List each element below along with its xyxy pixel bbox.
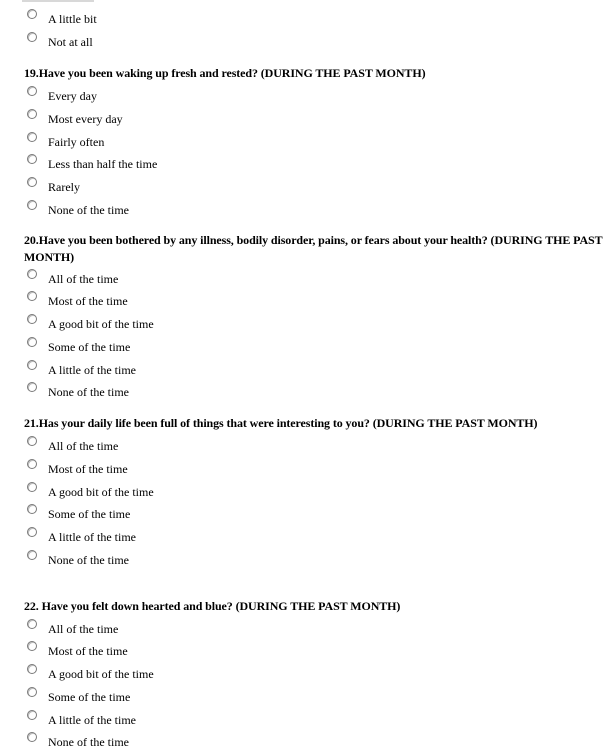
- radio-button[interactable]: [27, 291, 37, 301]
- question-21-title: 21.Has your daily life been full of things that were interesting to you? (DURING THE PAST MONTH): [24, 416, 538, 430]
- radio-button[interactable]: [27, 360, 37, 370]
- radio-button[interactable]: [27, 641, 37, 651]
- radio-button[interactable]: [27, 109, 37, 119]
- q20-option-little[interactable]: [24, 360, 584, 382]
- q21-option-good-bit[interactable]: [24, 482, 584, 504]
- radio-button[interactable]: [27, 9, 37, 19]
- option-label: Every day: [48, 89, 97, 103]
- q21-option-all[interactable]: [24, 436, 584, 458]
- radio-button[interactable]: [27, 177, 37, 187]
- option-label: None of the time: [48, 735, 129, 749]
- option-label: A little of the time: [48, 530, 136, 544]
- radio-button[interactable]: [27, 687, 37, 697]
- option-label: A good bit of the time: [48, 485, 154, 499]
- option-label: All of the time: [48, 622, 119, 636]
- option-label: None of the time: [48, 203, 129, 217]
- question-22-title: 22. Have you felt down hearted and blue? (DURING THE PAST MONTH): [24, 599, 401, 613]
- option-label: Not at all: [48, 35, 93, 49]
- q19-option-most-every-day[interactable]: [24, 109, 584, 131]
- option-label: Less than half the time: [48, 157, 158, 171]
- option-label: Some of the time: [48, 340, 131, 354]
- option-label: A good bit of the time: [48, 317, 154, 331]
- radio-button[interactable]: [27, 527, 37, 537]
- radio-button[interactable]: [27, 710, 37, 720]
- q18-option-a-little-bit[interactable]: [24, 9, 584, 31]
- q19-option-every-day[interactable]: [24, 86, 584, 108]
- option-label: Most of the time: [48, 294, 128, 308]
- q20-option-most[interactable]: [24, 291, 584, 313]
- q21-option-none[interactable]: [24, 550, 584, 572]
- option-label: Fairly often: [48, 135, 105, 149]
- radio-button[interactable]: [27, 482, 37, 492]
- q18-option-not-at-all[interactable]: [24, 32, 584, 54]
- q19-option-none[interactable]: [24, 200, 584, 222]
- q22-option-all[interactable]: [24, 619, 584, 641]
- q22-option-none[interactable]: [24, 732, 584, 754]
- q22-option-most[interactable]: [24, 641, 584, 663]
- option-label: Most of the time: [48, 644, 128, 658]
- option-label: A little of the time: [48, 713, 136, 727]
- q19-option-fairly-often[interactable]: [24, 132, 584, 154]
- radio-button[interactable]: [27, 337, 37, 347]
- option-label: Most of the time: [48, 462, 128, 476]
- q22-option-some[interactable]: [24, 687, 584, 709]
- divider: [22, 0, 94, 2]
- option-label: A little of the time: [48, 363, 136, 377]
- option-label: Some of the time: [48, 690, 131, 704]
- option-label: A little bit: [48, 12, 97, 26]
- option-label: A good bit of the time: [48, 667, 154, 681]
- radio-button[interactable]: [27, 664, 37, 674]
- option-label: Most every day: [48, 112, 123, 126]
- option-label: All of the time: [48, 439, 119, 453]
- radio-button[interactable]: [27, 200, 37, 210]
- q19-option-less-than-half[interactable]: [24, 154, 584, 176]
- radio-button[interactable]: [27, 436, 37, 446]
- radio-button[interactable]: [27, 382, 37, 392]
- radio-button[interactable]: [27, 154, 37, 164]
- option-label: Some of the time: [48, 507, 131, 521]
- q20-option-some[interactable]: [24, 337, 584, 359]
- option-label: None of the time: [48, 385, 129, 399]
- radio-button[interactable]: [27, 619, 37, 629]
- q21-option-most[interactable]: [24, 459, 584, 481]
- radio-button[interactable]: [27, 269, 37, 279]
- q21-option-little[interactable]: [24, 527, 584, 549]
- question-20-title: 20.Have you been bothered by any illness, bodily disorder, pains, or fears about your health? (DURING THE PAST MONTH): [24, 233, 603, 264]
- radio-button[interactable]: [27, 314, 37, 324]
- q22-option-little[interactable]: [24, 710, 584, 732]
- option-label: Rarely: [48, 180, 80, 194]
- q20-option-all[interactable]: [24, 269, 584, 291]
- q20-option-good-bit[interactable]: [24, 314, 584, 336]
- radio-button[interactable]: [27, 732, 37, 742]
- option-label: None of the time: [48, 553, 129, 567]
- radio-button[interactable]: [27, 459, 37, 469]
- radio-button[interactable]: [27, 86, 37, 96]
- radio-button[interactable]: [27, 132, 37, 142]
- question-19-title: 19.Have you been waking up fresh and rested? (DURING THE PAST MONTH): [24, 66, 426, 80]
- radio-button[interactable]: [27, 32, 37, 42]
- q20-option-none[interactable]: [24, 382, 584, 404]
- q21-option-some[interactable]: [24, 504, 584, 526]
- q19-option-rarely[interactable]: [24, 177, 584, 199]
- radio-button[interactable]: [27, 550, 37, 560]
- q22-option-good-bit[interactable]: [24, 664, 584, 686]
- option-label: All of the time: [48, 272, 119, 286]
- radio-button[interactable]: [27, 504, 37, 514]
